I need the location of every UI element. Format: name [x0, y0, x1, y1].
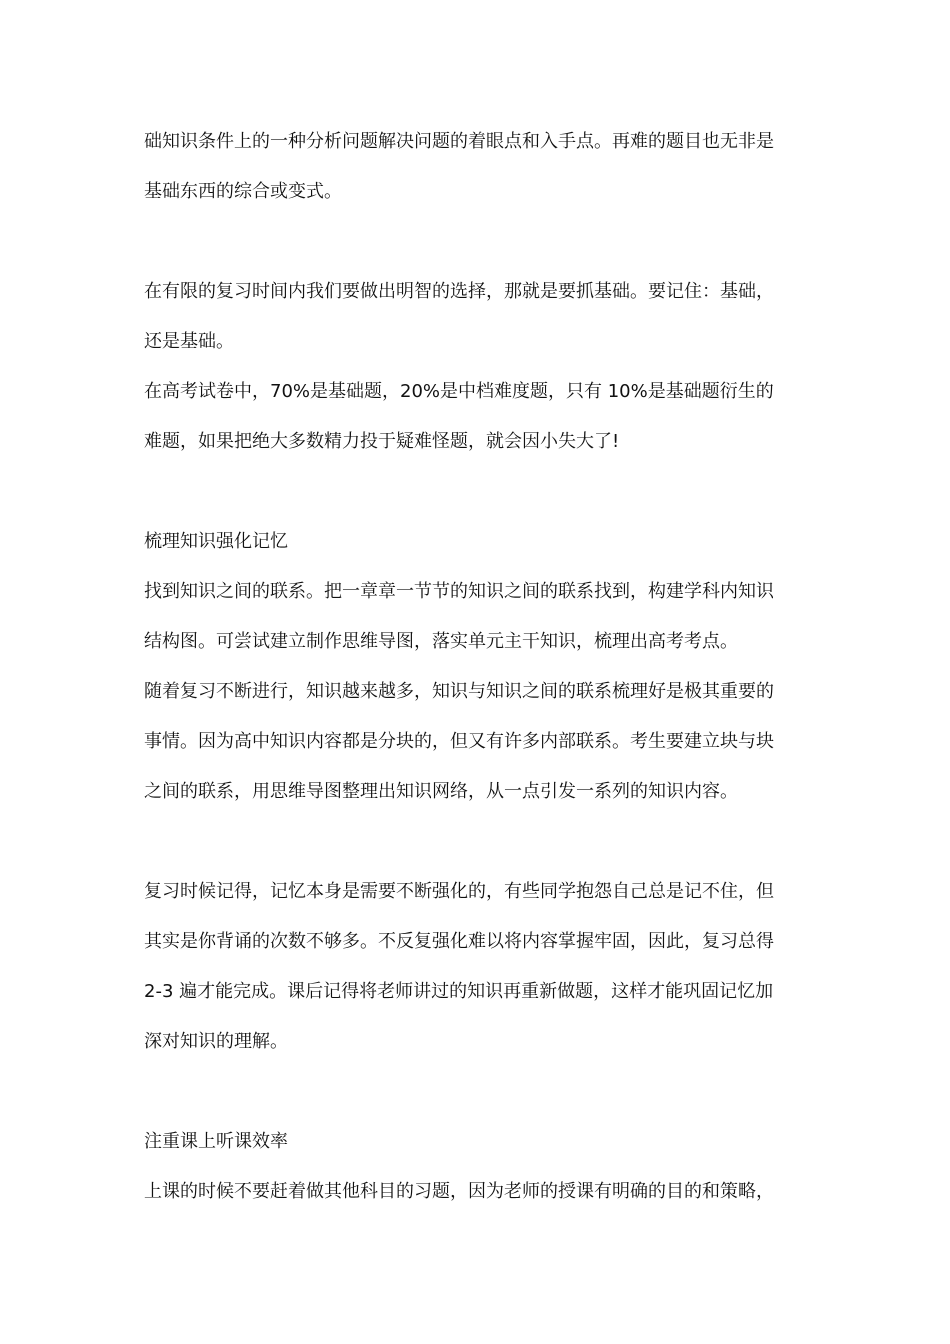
text-line: 上课的时候不要赶着做其他科目的习题，因为老师的授课有明确的目的和策略，	[144, 1181, 774, 1202]
section-heading: 注重课上听课效率	[144, 1131, 288, 1152]
text-line: 在有限的复习时间内我们要做出明智的选择，那就是要抓基础。要记住：基础，	[144, 281, 774, 302]
text-line: 复习时候记得，记忆本身是需要不断强化的，有些同学抱怨自己总是记不住，但	[144, 881, 774, 902]
text-line: 之间的联系，用思维导图整理出知识网络，从一点引发一系列的知识内容。	[144, 781, 738, 802]
text-line: 找到知识之间的联系。把一章章一节节的知识之间的联系找到，构建学科内知识	[144, 581, 774, 602]
text-line: 难题，如果把绝大多数精力投于疑难怪题，就会因小失大了!	[144, 431, 620, 452]
text-line: 在高考试卷中，70%是基础题，20%是中档难度题，只有 10%是基础题衍生的	[144, 381, 774, 402]
text-line: 深对知识的理解。	[144, 1031, 288, 1052]
section-heading: 梳理知识强化记忆	[144, 531, 288, 552]
text-line: 2-3 遍才能完成。课后记得将老师讲过的知识再重新做题，这样才能巩固记忆加	[144, 981, 774, 1002]
text-line: 随着复习不断进行，知识越来越多，知识与知识之间的联系梳理好是极其重要的	[144, 681, 774, 702]
text-line: 事情。因为高中知识内容都是分块的，但又有许多内部联系。考生要建立块与块	[144, 731, 774, 752]
text-line: 结构图。可尝试建立制作思维导图，落实单元主干知识，梳理出高考考点。	[144, 631, 738, 652]
text-line: 其实是你背诵的次数不够多。不反复强化难以将内容掌握牢固，因此，复习总得	[144, 931, 774, 952]
text-line: 础知识条件上的一种分析问题解决问题的着眼点和入手点。再难的题目也无非是	[144, 131, 774, 152]
text-line: 基础东西的综合或变式。	[144, 181, 342, 202]
text-line: 还是基础。	[144, 331, 234, 352]
